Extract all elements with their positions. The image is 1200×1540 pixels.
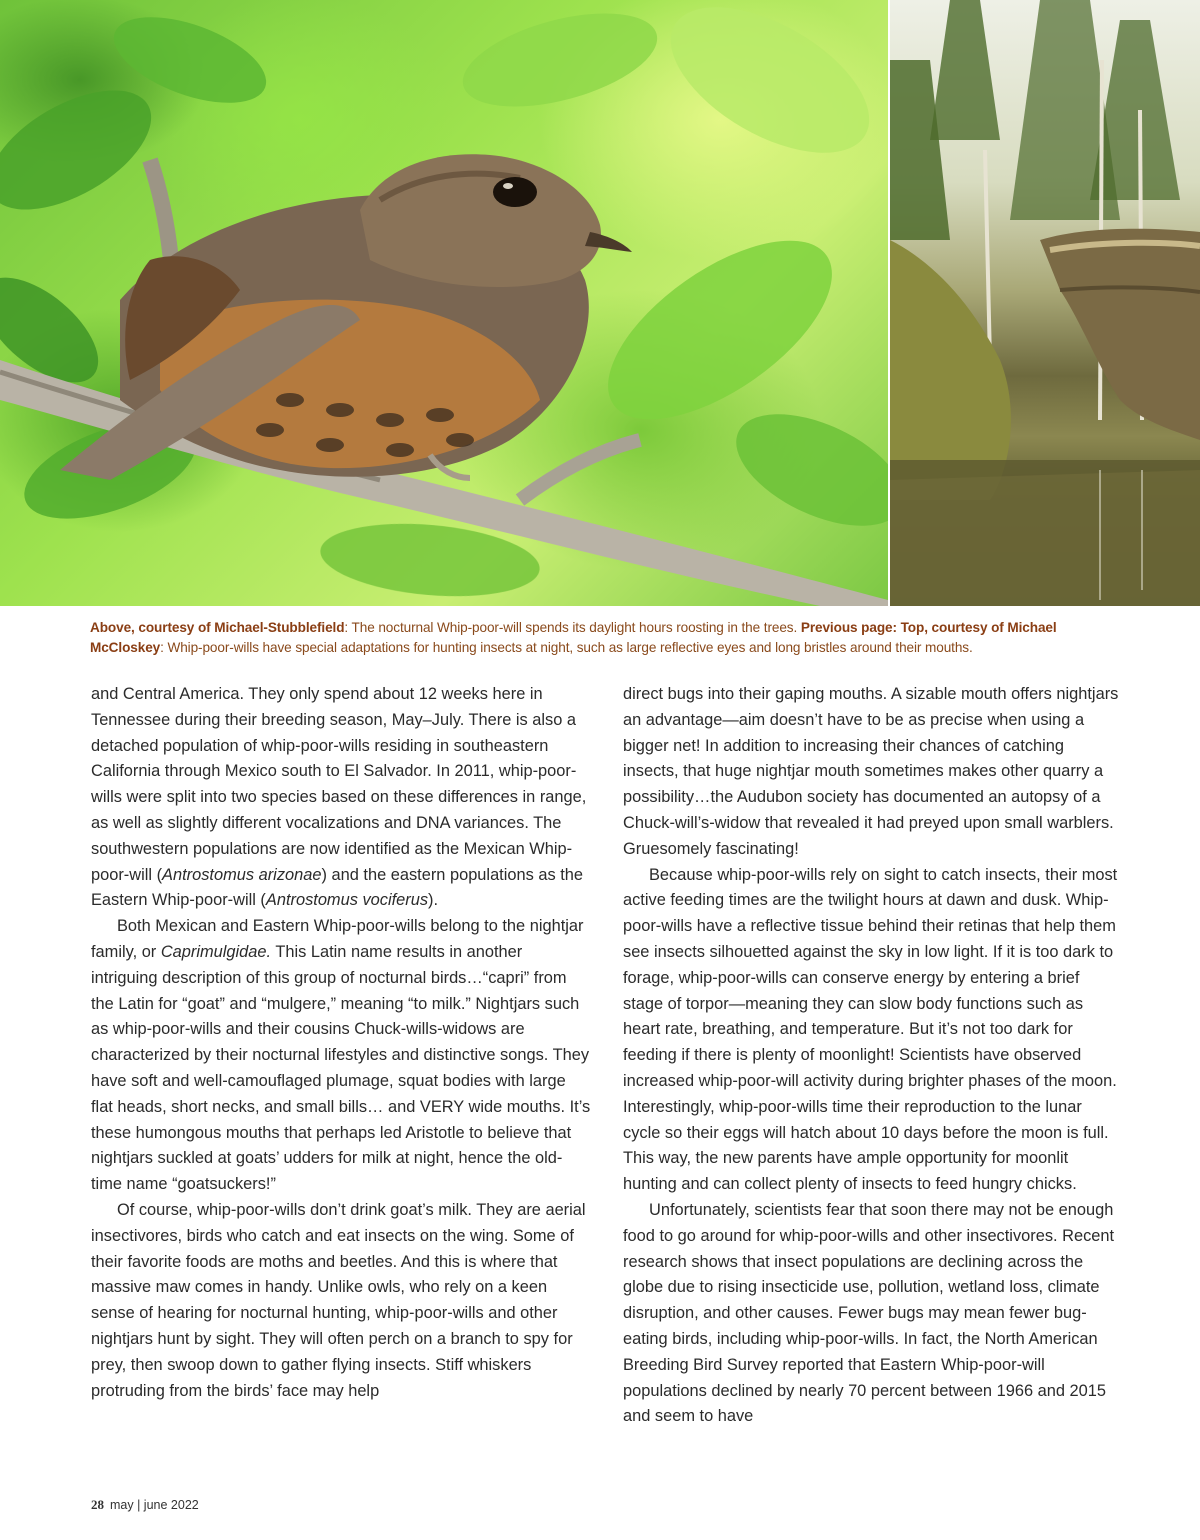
forest-river-photo	[890, 0, 1200, 606]
article-column-right	[623, 682, 1123, 1430]
paragraph	[91, 914, 591, 1198]
text-run: ).	[428, 891, 439, 910]
photo-strip	[0, 0, 1200, 606]
page-footer	[91, 1497, 199, 1513]
text-run: Both Mexican and Eastern Whip-poor-wills belong to the nightjar family, or	[91, 917, 584, 961]
photo-caption	[90, 618, 1130, 658]
whip-poor-will-photo	[0, 0, 888, 606]
article-column-left	[91, 682, 591, 1404]
paragraph: direct bugs into their gaping mouths. A sizable mouth offers nightjars an advantage—aim doesn’t have to be as precise when using a bigger net! In addition to increasing their chances of catching insects, that huge nightjar mouth sometimes makes other quarry a possibility…the Audubon society has documented an autopsy of a Chuck-will’s-widow that revealed it had preyed upon small warblers. Gruesomely fascinating!	[623, 685, 1119, 858]
caption-text-above: : The nocturnal Whip-poor-will spends its daylight hours roosting in the trees.	[344, 620, 801, 635]
text-run: This Latin name results in another intriguing description of this group of nocturnal birds…“capri” from the Latin for “goat” and “mulgere,” meaning “to milk.” Nightjars such as whip-poor-wills and their cousins Chuck-wills-widows are characterized by their nocturnal lifestyles and distinctive songs. They have soft and well-camouflaged plumage, squat bodies with large flat heads, short necks, and small bills… and VERY wide mouths. It’s these humongous mouths that perhaps led Aristotle to believe that nightjars suckled at goats’ udders for milk at night, hence the old-time name “goatsuckers!”	[91, 942, 591, 1194]
text-run: ) and the eastern populations as the Eastern Whip-poor-will (	[91, 865, 584, 910]
caption-text-previous: : Whip-poor-wills have special adaptations for hunting insects at night, such as large reflective eyes and long bristles around their mouths.	[160, 640, 973, 655]
scientific-name: Caprimulgidae.	[160, 942, 272, 961]
paragraph: Unfortunately, scientists fear that soon there may not be enough food to go around for whip-poor-wills and other insectivores. Recent research shows that insect populations are declining across the globe due to rising insecticide use, pollution, wetland loss, climate disruption, and other causes. Fewer bugs may mean fewer bug-eating birds, including whip-poor-wills. In fact, the North American Breeding Bird Survey reported that Eastern Whip-poor-will populations declined by nearly 70 percent between 1966 and 2015 and seem to have	[623, 1200, 1115, 1426]
paragraph: Of course, whip-poor-wills don’t drink goat’s milk. They are aerial insectivores, birds who catch and eat insects on the wing. Some of their favorite foods are moths and beetles. And this is where that massive maw comes in handy. Unlike owls, who rely on a keen sense of hearing for nocturnal hunting, whip-poor-wills and other nightjars hunt by sight. They will often perch on a branch to spy for prey, then swoop down to gather flying insects. Stiff whiskers protruding from the birds’ face may help	[91, 1200, 586, 1400]
paragraph	[91, 682, 591, 914]
page-number: 28	[91, 1497, 104, 1512]
scientific-name: Antrostomus arizonae	[162, 865, 322, 884]
caption-credit-previous: Previous page: Top, courtesy of Michael McCloskey	[90, 620, 1057, 655]
caption-credit-above: Above, courtesy of Michael-Stubblefield	[90, 620, 345, 635]
issue-date: may | june 2022	[110, 1498, 199, 1512]
forest-illustration	[890, 0, 1200, 606]
text-run: and Central America. They only spend about 12 weeks here in Tennessee during their breeding season, May–July. There is also a detached population of whip-poor-wills residing in southeastern California through Mexico south to El Salvador. In 2011, whip-poor-wills were split into two species based on these differences in range, as well as slightly different vocalizations and DNA variances. The southwestern populations are now identified as the Mexican Whip-poor-will (	[91, 685, 587, 884]
whip-poor-will-illustration	[0, 0, 888, 606]
scientific-name: Antrostomus vociferus	[265, 891, 429, 910]
paragraph: Because whip-poor-wills rely on sight to catch insects, their most active feeding times are the twilight hours at dawn and dusk. Whip-poor-wills have a reflective tissue behind their retinas that help them see insects silhouetted against the sky in low light. If it is too dark to forage, whip-poor-wills can conserve energy by entering a brief stage of torpor—meaning they can slow body functions such as heart rate, breathing, and temperature. But it’s not too dark for feeding if there is plenty of moonlight! Scientists have observed increased whip-poor-will activity during brighter phases of the moon. Interestingly, whip-poor-wills time their reproduction to the lunar cycle so their eggs will hatch about 10 days before the moon is full. This way, the new parents have ample opportunity for moonlit hunting and can collect plenty of insects to feed hungry chicks.	[623, 865, 1118, 1194]
